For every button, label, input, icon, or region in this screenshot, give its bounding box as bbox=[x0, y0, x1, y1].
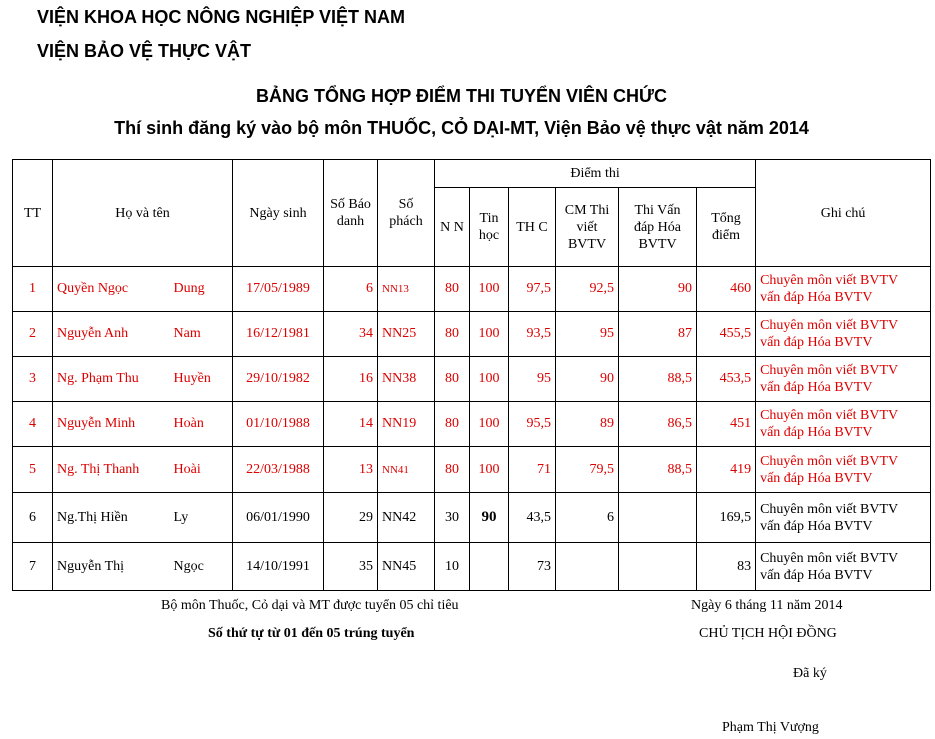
cell-note bbox=[756, 543, 931, 591]
cell-tt: 1 bbox=[13, 267, 53, 312]
cell-tt: 7 bbox=[13, 543, 53, 591]
note-line-2: vấn đáp Hóa BVTV bbox=[760, 425, 873, 440]
cell-cm: 79,5 bbox=[556, 447, 619, 493]
cell-tt: 6 bbox=[13, 493, 53, 543]
cell-tin: 100 bbox=[470, 312, 509, 357]
cell-nn: 80 bbox=[435, 357, 470, 402]
cell-tong: 169,5 bbox=[697, 493, 756, 543]
note-line-1: Chuyên môn viết BVTV bbox=[760, 453, 899, 469]
cell-thc: 97,5 bbox=[509, 267, 556, 312]
cell-sbd: 6 bbox=[324, 267, 378, 312]
cell-tong: 451 bbox=[697, 402, 756, 447]
header-tin-hoc: Tin học bbox=[470, 188, 509, 267]
cell-thc: 95 bbox=[509, 357, 556, 402]
footer-chair-title: CHỦ TỊCH HỘI ĐỒNG bbox=[699, 626, 837, 641]
footer-chair-name: Phạm Thị Vượng bbox=[722, 720, 819, 735]
cell-tong: 453,5 bbox=[697, 357, 756, 402]
cell-phach: NN13 bbox=[378, 267, 435, 312]
cell-tin: 90 bbox=[470, 493, 509, 543]
cell-ho: Nguyễn Thị bbox=[53, 543, 170, 591]
header-dob: Ngày sinh bbox=[233, 160, 324, 267]
cell-thc: 73 bbox=[509, 543, 556, 591]
cell-tong: 460 bbox=[697, 267, 756, 312]
cell-cm: 90 bbox=[556, 357, 619, 402]
page-title: BẢNG TỔNG HỢP ĐIỂM THI TUYỂN VIÊN CHỨC bbox=[256, 86, 667, 106]
cell-dob: 17/05/1989 bbox=[233, 267, 324, 312]
cell-ten: Ngọc bbox=[170, 543, 233, 591]
cell-tong: 83 bbox=[697, 543, 756, 591]
cell-tt: 5 bbox=[13, 447, 53, 493]
note-line-1: Chuyên môn viết BVTV bbox=[760, 501, 899, 517]
cell-vd bbox=[619, 543, 697, 591]
note-line-2: vấn đáp Hóa BVTV bbox=[760, 380, 873, 395]
note-line-1: Chuyên môn viết BVTV bbox=[760, 408, 899, 423]
table-row bbox=[13, 543, 931, 591]
cell-dob: 29/10/1982 bbox=[233, 357, 324, 402]
cell-tin: 100 bbox=[470, 357, 509, 402]
note-line-1: Chuyên môn viết BVTV bbox=[760, 273, 899, 288]
cell-nn: 80 bbox=[435, 402, 470, 447]
cell-nn: 80 bbox=[435, 312, 470, 357]
cell-tt: 4 bbox=[13, 402, 53, 447]
table-row bbox=[13, 312, 931, 357]
table-row bbox=[13, 357, 931, 402]
cell-sbd: 29 bbox=[324, 493, 378, 543]
cell-vd bbox=[619, 493, 697, 543]
cell-nn: 10 bbox=[435, 543, 470, 591]
cell-dob: 22/03/1988 bbox=[233, 447, 324, 493]
cell-nn: 80 bbox=[435, 267, 470, 312]
cell-ho: Ng. Phạm Thu bbox=[53, 357, 170, 402]
cell-thc: 93,5 bbox=[509, 312, 556, 357]
header-sbd: Số Báo danh bbox=[324, 160, 378, 267]
cell-note bbox=[756, 357, 931, 402]
header-cm-viet: CM Thi viết BVTV bbox=[556, 188, 619, 267]
note-line-2: vấn đáp Hóa BVTV bbox=[760, 335, 873, 350]
header-name: Họ và tên bbox=[53, 160, 233, 267]
cell-cm: 6 bbox=[556, 493, 619, 543]
cell-dob: 16/12/1981 bbox=[233, 312, 324, 357]
cell-phach: NN25 bbox=[378, 312, 435, 357]
cell-tt: 3 bbox=[13, 357, 53, 402]
cell-ten: Dung bbox=[170, 267, 233, 312]
cell-note bbox=[756, 447, 931, 493]
header-diem-thi: Điểm thi bbox=[435, 160, 756, 188]
cell-note bbox=[756, 267, 931, 312]
cell-tong: 455,5 bbox=[697, 312, 756, 357]
cell-nn: 30 bbox=[435, 493, 470, 543]
table-row bbox=[13, 447, 931, 493]
header-thc: TH C bbox=[509, 188, 556, 267]
cell-note bbox=[756, 312, 931, 357]
table-row bbox=[13, 267, 931, 312]
cell-sbd: 34 bbox=[324, 312, 378, 357]
footer-signed: Đã ký bbox=[793, 666, 827, 681]
cell-phach: NN38 bbox=[378, 357, 435, 402]
note-line-1: Chuyên môn viết BVTV bbox=[760, 318, 899, 333]
cell-thc: 95,5 bbox=[509, 402, 556, 447]
cell-tong: 419 bbox=[697, 447, 756, 493]
note-line-1: Chuyên môn viết BVTV bbox=[760, 550, 899, 566]
header-ghi-chu: Ghi chú bbox=[756, 160, 931, 267]
cell-ten: Hoài bbox=[170, 447, 233, 493]
org-line-1: VIỆN KHOA HỌC NÔNG NGHIỆP VIỆT NAM bbox=[37, 7, 406, 27]
cell-dob: 14/10/1991 bbox=[233, 543, 324, 591]
cell-tt: 2 bbox=[13, 312, 53, 357]
cell-sbd: 13 bbox=[324, 447, 378, 493]
cell-vd: 90 bbox=[619, 267, 697, 312]
cell-tin: 100 bbox=[470, 447, 509, 493]
cell-cm bbox=[556, 543, 619, 591]
cell-tin bbox=[470, 543, 509, 591]
cell-phach: NN41 bbox=[378, 447, 435, 493]
cell-ten: Ly bbox=[170, 493, 233, 543]
cell-ho: Nguyễn Minh bbox=[53, 402, 170, 447]
cell-ten: Hoàn bbox=[170, 402, 233, 447]
footer-quota: Bộ môn Thuốc, Cỏ dại và MT được tuyển 05 chỉ tiêu bbox=[161, 598, 459, 613]
cell-sbd: 35 bbox=[324, 543, 378, 591]
note-line-2: vấn đáp Hóa BVTV bbox=[760, 567, 873, 583]
cell-tin: 100 bbox=[470, 402, 509, 447]
cell-phach: NN19 bbox=[378, 402, 435, 447]
header-van-dap: Thi Vấn đáp Hóa BVTV bbox=[619, 188, 697, 267]
cell-vd: 86,5 bbox=[619, 402, 697, 447]
cell-ten: Nam bbox=[170, 312, 233, 357]
cell-dob: 06/01/1990 bbox=[233, 493, 324, 543]
cell-thc: 71 bbox=[509, 447, 556, 493]
cell-dob: 01/10/1988 bbox=[233, 402, 324, 447]
cell-vd: 87 bbox=[619, 312, 697, 357]
footer-result: Số thứ tự từ 01 đến 05 trúng tuyển bbox=[208, 626, 415, 641]
note-line-2: vấn đáp Hóa BVTV bbox=[760, 470, 873, 486]
table-row bbox=[13, 493, 931, 543]
cell-vd: 88,5 bbox=[619, 357, 697, 402]
cell-ho: Ng.Thị Hiền bbox=[53, 493, 170, 543]
cell-ho: Nguyễn Anh bbox=[53, 312, 170, 357]
org-line-2: VIỆN BẢO VỆ THỰC VẬT bbox=[37, 41, 251, 61]
cell-ten: Huyền bbox=[170, 357, 233, 402]
header-nn: N N bbox=[435, 188, 470, 267]
cell-ho: Quyền Ngọc bbox=[53, 267, 170, 312]
header-tt: TT bbox=[13, 160, 53, 267]
table-row bbox=[13, 402, 931, 447]
cell-sbd: 14 bbox=[324, 402, 378, 447]
cell-tin: 100 bbox=[470, 267, 509, 312]
header-tong: Tổng điểm bbox=[697, 188, 756, 267]
cell-ho: Ng. Thị Thanh bbox=[53, 447, 170, 493]
cell-cm: 92,5 bbox=[556, 267, 619, 312]
footer-date: Ngày 6 tháng 11 năm 2014 bbox=[691, 598, 843, 613]
cell-phach: NN45 bbox=[378, 543, 435, 591]
note-line-2: vấn đáp Hóa BVTV bbox=[760, 518, 873, 534]
cell-nn: 80 bbox=[435, 447, 470, 493]
cell-vd: 88,5 bbox=[619, 447, 697, 493]
cell-cm: 95 bbox=[556, 312, 619, 357]
cell-note bbox=[756, 493, 931, 543]
cell-cm: 89 bbox=[556, 402, 619, 447]
note-line-2: vấn đáp Hóa BVTV bbox=[760, 290, 873, 305]
page-subtitle: Thí sinh đăng ký vào bộ môn THUỐC, CỎ DẠI-MT, Viện Bảo vệ thực vật năm 2014 bbox=[114, 118, 809, 138]
cell-thc: 43,5 bbox=[509, 493, 556, 543]
header-phach: Số phách bbox=[378, 160, 435, 267]
cell-phach: NN42 bbox=[378, 493, 435, 543]
cell-note bbox=[756, 402, 931, 447]
score-table bbox=[12, 159, 931, 591]
note-line-1: Chuyên môn viết BVTV bbox=[760, 363, 899, 378]
cell-sbd: 16 bbox=[324, 357, 378, 402]
